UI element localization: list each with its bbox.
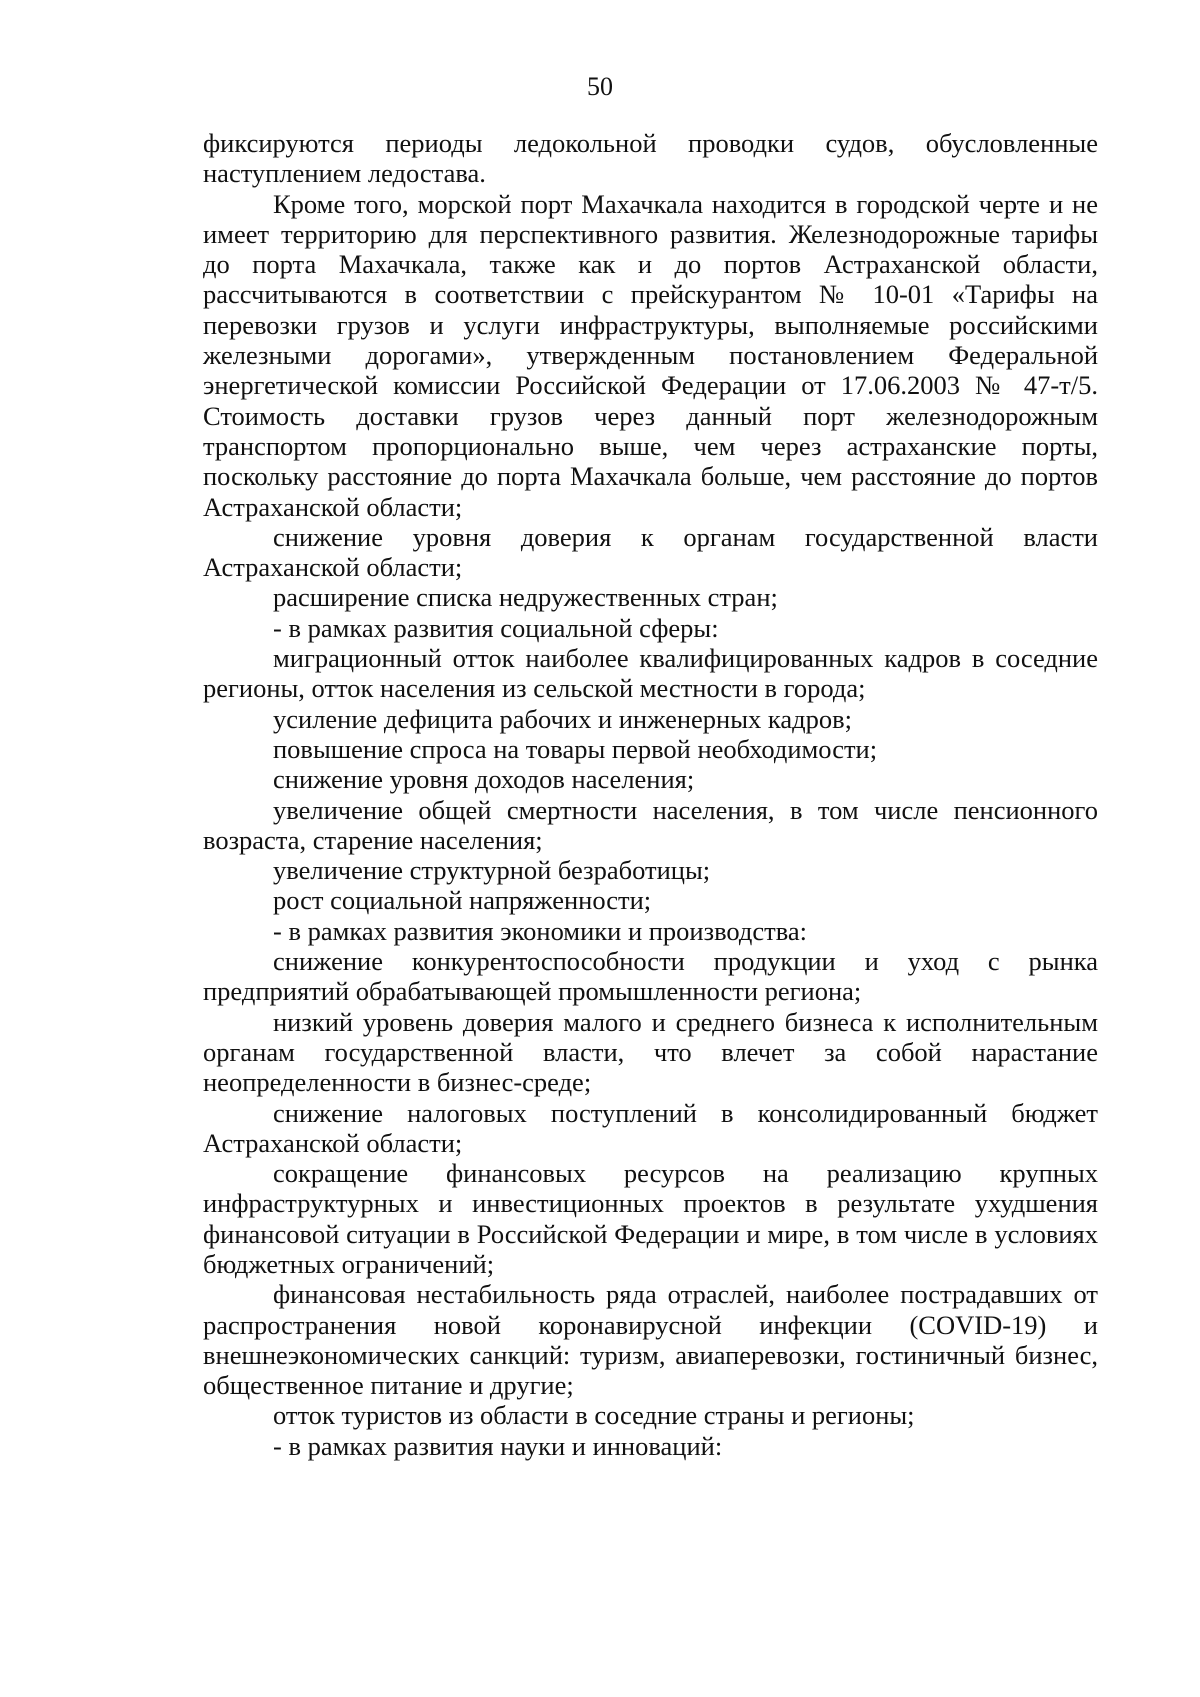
list-item: расширение списка недружественных стран; [273,582,778,613]
list-item: финансовая нестабильность ряда отраслей, наиболее пострадавших от распространения новой коронавирусной инфекции (COVID-19) и внешнеэкономических санкций: туризм, авиаперевозки, гостиничный бизнес, общественное питание и другие; [203,1279,1098,1401]
list-item: сокращение финансовых ресурсов на реализацию крупных инфраструктурных и инвестиционных проектов в результате ухудшения финансовой ситуации в Российской Федерации и мире, в том числе в условиях бюджетных ограничений; [203,1158,1098,1279]
list-item: низкий уровень доверия малого и среднего бизнеса к исполнительным органам государственной власти, что влечет за собой нарастание неопределенности в бизнес-среде; [203,1006,1098,1098]
section-heading-science: - в рамках развития науки и инноваций: [273,1430,723,1461]
list-item: снижение уровня доверия к органам государственной власти Астраханской области; [203,521,1098,583]
list-item: усиление дефицита рабочих и инженерных кадров; [273,703,852,734]
list-item: увеличение общей смертности населения, в том числе пенсионного возраста, старение населения; [203,794,1098,855]
section-heading-economy: - в рамках развития экономики и производства: [273,915,808,946]
list-item: отток туристов из области в соседние страны и регионы; [273,1400,915,1431]
list-item: снижение налоговых поступлений в консолидированный бюджет Астраханской области; [203,1097,1098,1158]
paragraph-makhachkala-port: Кроме того, морской порт Махачкала находится в городской черте и не имеет территорию для перспективного развития. Железнодорожные тарифы до порта Махачкала, также как и до портов Астраханской области, рассчитываются в соответствии с прейскурантом № 10-01 «Тарифы на перевозки грузов и услуги инфраструктуры, выполняемые российскими железными дорогами», утвержденным постановлением Федеральной энергетической комиссии Российской Федерации от 17.06.2003 № 47-т/5. Стоимость доставки грузов через данный порт железнодорожным транспортом пропорционально выше, чем через астраханские порты, поскольку расстояние до порта Махачкала больше, чем расстояние до портов Астраханской области; [203,188,1098,522]
list-item: повышение спроса на товары первой необходимости; [273,733,878,764]
paragraph-continuation: фиксируются периоды ледокольной проводки судов, обусловленные наступлением ледостава. [203,128,1098,189]
list-item: увеличение структурной безработицы; [273,855,711,886]
document-body [203,128,1098,1461]
section-heading-social: - в рамках развития социальной сферы: [273,612,719,643]
list-item: рост социальной напряженности; [273,885,652,916]
list-item: миграционный отток наиболее квалифицированных кадров в соседние регионы, отток населения из сельской местности в города; [203,643,1098,704]
list-item: снижение уровня доходов населения; [273,764,695,795]
list-item: снижение конкурентоспособности продукции и уход с рынка предприятий обрабатывающей промышленности региона; [203,946,1098,1007]
page-number: 50 [587,72,613,101]
